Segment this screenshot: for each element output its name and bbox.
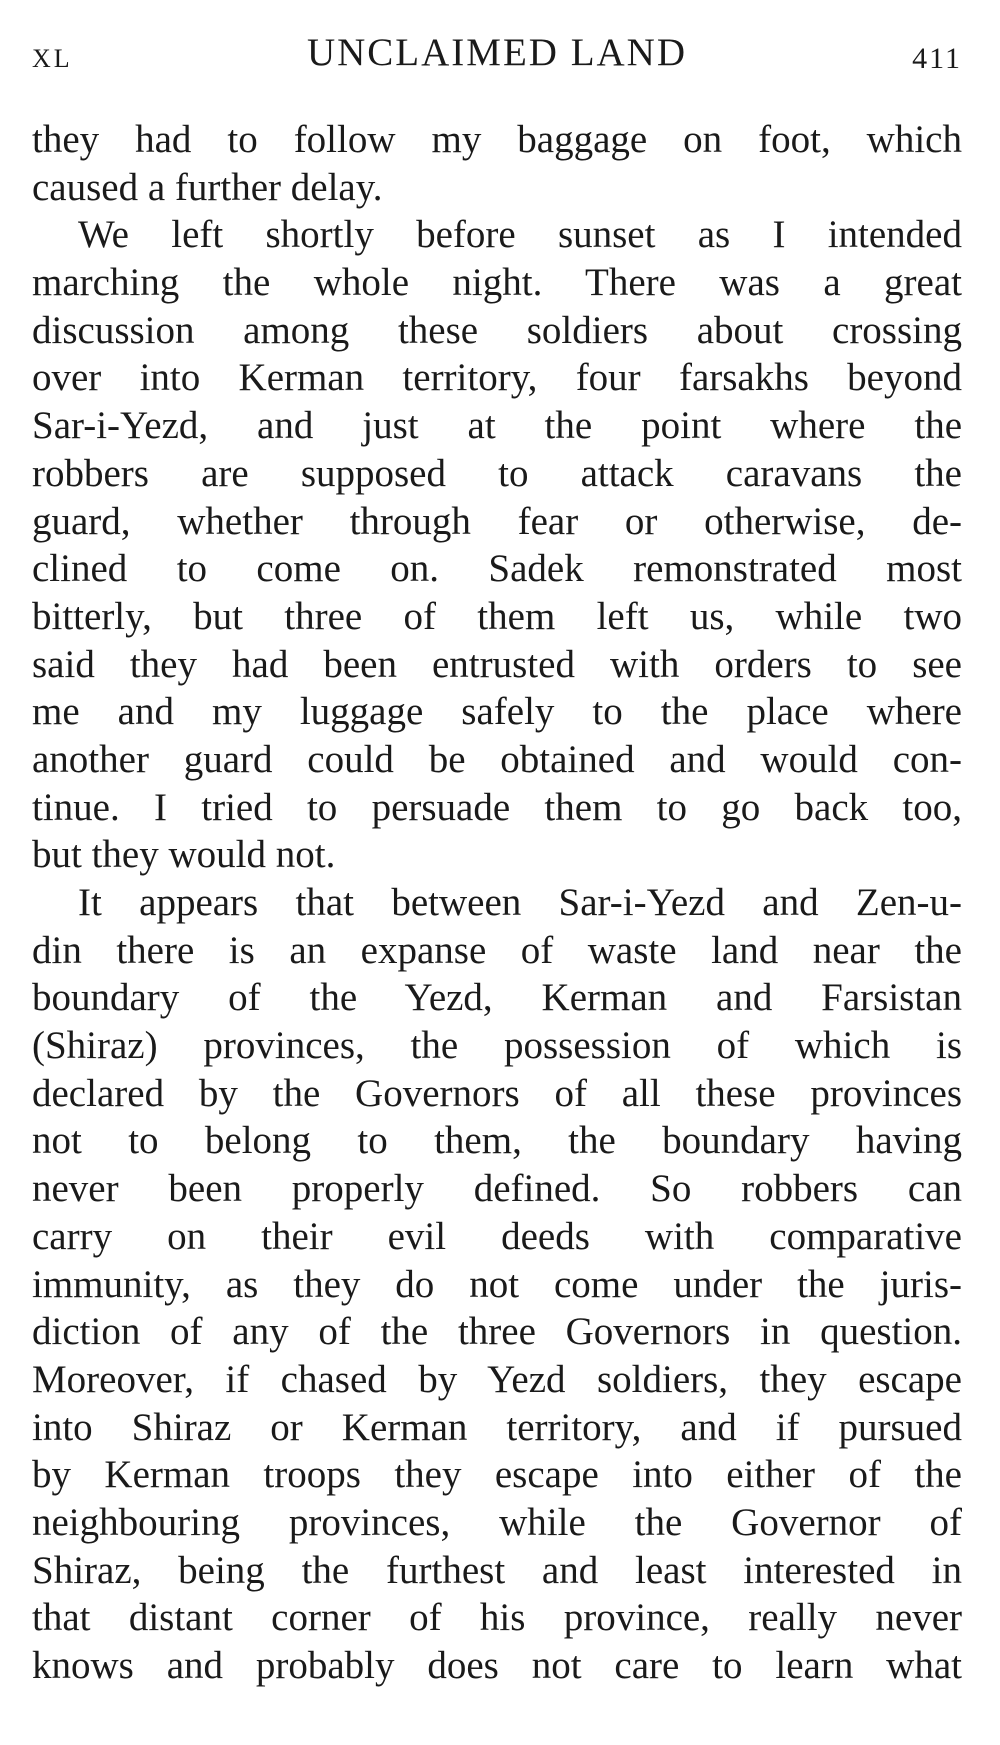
text-line: said they had been entrusted with orders to see [32, 642, 962, 686]
text-line: another guard could be obtained and would con- [32, 737, 962, 781]
text-line: by Kerman troops they escape into either of the [32, 1453, 962, 1497]
text-line: din there is an expanse of waste land near the [32, 928, 962, 972]
text-line: robbers are supposed to attack caravans the [32, 451, 962, 495]
text-line: diction of any of the three Governors in question. [32, 1310, 962, 1354]
text-line: that distant corner of his province, really never [32, 1596, 962, 1640]
text-line: boundary of the Yezd, Kerman and Farsistan [32, 976, 962, 1020]
text-line: not to belong to them, the boundary having [32, 1119, 962, 1163]
text-line: (Shiraz) provinces, the possession of which is [32, 1024, 962, 1068]
text-line: over into Kerman territory, four farsakhs beyond [32, 356, 962, 400]
text-line: It appears that between Sar-i-Yezd and Zen-u- [78, 881, 962, 924]
text-line: marching the whole night. There was a great [32, 261, 962, 305]
text-line: Shiraz, being the furthest and least interested in [32, 1548, 962, 1592]
text-line: into Shiraz or Kerman territory, and if pursued [32, 1405, 962, 1449]
text-line: tinue. I tried to persuade them to go back too, [32, 785, 962, 829]
text-line: me and my luggage safely to the place where [32, 690, 962, 734]
chapter-number: XL [32, 44, 73, 73]
text-line: Moreover, if chased by Yezd soldiers, they escape [32, 1357, 962, 1401]
running-title: UNCLAIMED LAND [306, 31, 688, 74]
text-line: discussion among these soldiers about crossing [32, 308, 962, 352]
text-line: carry on their evil deeds with comparative [32, 1214, 962, 1258]
text-line: guard, whether through fear or otherwise, de- [32, 499, 962, 543]
text-line: immunity, as they do not come under the juris- [32, 1262, 962, 1306]
text-line: caused a further delay. [32, 165, 383, 209]
body-text [32, 116, 962, 1690]
text-line: bitterly, but three of them left us, while two [32, 594, 962, 638]
text-line: knows and probably does not care to learn what [32, 1644, 962, 1687]
text-line: Sar-i-Yezd, and just at the point where the [32, 404, 962, 448]
text-line: clined to come on. Sadek remonstrated most [32, 547, 962, 591]
text-line: they had to follow my baggage on foot, which [32, 118, 962, 161]
page-number: 411 [912, 42, 962, 75]
text-line: declared by the Governors of all these provinces [32, 1071, 962, 1115]
text-line: but they would not. [32, 833, 336, 877]
text-line: never been properly defined. So robbers can [32, 1167, 962, 1211]
text-line: neighbouring provinces, while the Governor of [32, 1500, 962, 1544]
running-head [32, 26, 962, 86]
text-line: We left shortly before sunset as I intended [78, 213, 962, 257]
